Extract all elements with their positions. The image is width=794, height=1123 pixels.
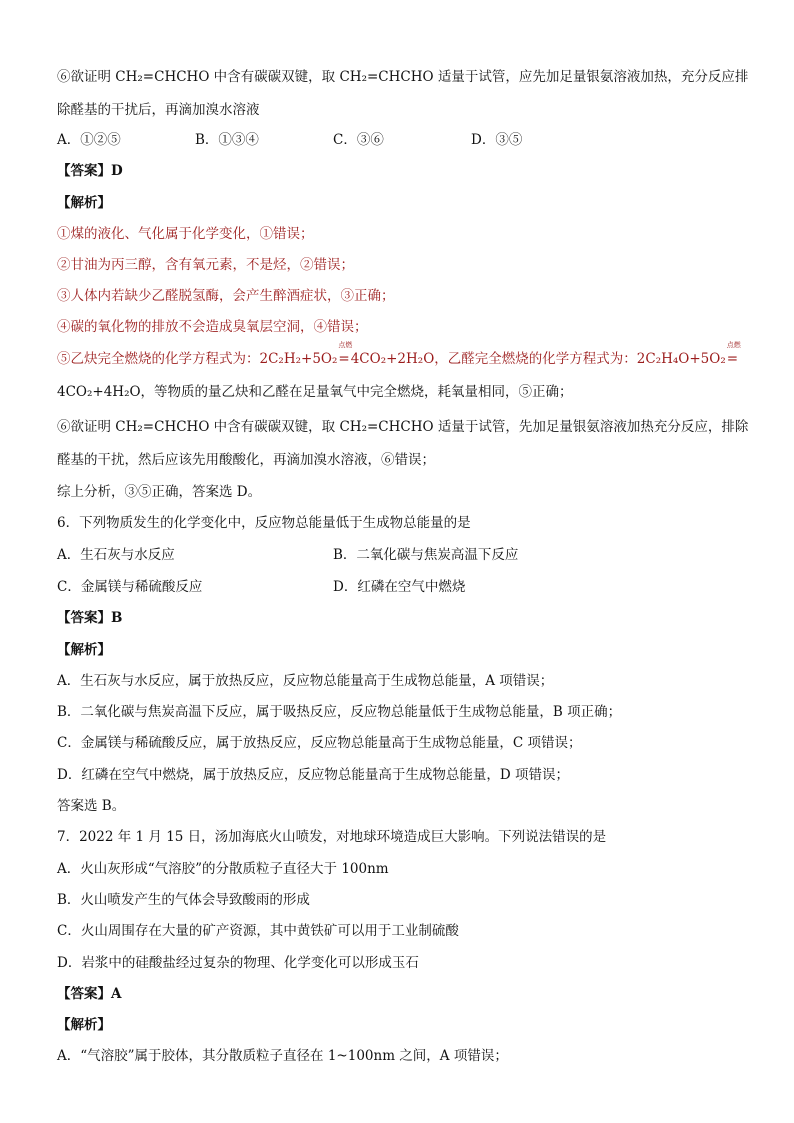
text-line-jx5: 【解析】 (57, 195, 111, 211)
text-line-r5b: 4CO₂+4H₂O，等物质的量乙炔和乙醛在足量氧气中完全燃烧，耗氧量相同，⑤正确； (57, 384, 573, 400)
text-line-l2: 除醛基的干扰后，再滴加溴水溶液 (57, 102, 260, 118)
reaction-condition: 点燃 = (338, 341, 353, 367)
q5-option: D．③⑤ (471, 132, 523, 148)
text-line-ans7: 【答案】A (57, 986, 122, 1002)
text-line-jx7: 【解析】 (57, 1017, 111, 1033)
text-line-r2: ②甘油为丙三醇，含有氧元素，不是烃，②错误； (57, 257, 354, 273)
text-line-r6b: 醛基的干扰，然后应该先用酸酸化，再滴加溴水溶液，⑥错误； (57, 452, 435, 468)
text-line-sum6: 答案选 B。 (57, 798, 126, 814)
text-line-q7b: B．火山喷发产生的气体会导致酸雨的形成 (57, 892, 310, 908)
q5-option: A．①②⑤ (57, 132, 121, 148)
text-line-q7: 7．2022 年 1 月 15 日，汤加海底火山喷发，对地球环境造成巨大影响。下列说法错误的是 (57, 829, 607, 845)
text-line-e6c: C．金属镁与稀硫酸反应，属于放热反应，反应物总能量高于生成物总能量，C 项错误； (57, 735, 582, 751)
q6-option: C．金属镁与稀硫酸反应 (57, 579, 203, 595)
q6-option: A．生石灰与水反应 (57, 547, 175, 563)
q6-option: D．红磷在空气中燃烧 (333, 579, 466, 595)
text-line-r4: ④碳的氧化物的排放不会造成臭氧层空洞，④错误； (57, 319, 368, 335)
text-line-q7d: D．岩浆中的硅酸盐经过复杂的物理、化学变化可以形成玉石 (57, 955, 419, 971)
text-line-q7a: A．火山灰形成“气溶胶”的分散质粒子直径大于 100nm (57, 861, 389, 877)
text-line-q7c: C．火山周围存在大量的矿产资源，其中黄铁矿可以用于工业制硫酸 (57, 923, 459, 939)
text-line-ans5: 【答案】D (57, 163, 123, 179)
text-line-ans6: 【答案】B (57, 610, 123, 626)
text-line-r6: ⑥欲证明 CH₂=CHCHO 中含有碳碳双键，取 CH₂=CHCHO 适量于试管，先加足量银氨溶液加热充分反应，排除 (57, 419, 749, 435)
text-line-r1: ①煤的液化、气化属于化学变化，①错误； (57, 226, 314, 242)
text-line-r3: ③人体内若缺少乙醛脱氢酶，会产生醉酒症状，③正确； (57, 288, 395, 304)
text-line-jx6: 【解析】 (57, 642, 111, 658)
text-line-e7a: A．“气溶胶”属于胶体，其分散质粒子直径在 1~100nm 之间，A 项错误； (57, 1048, 508, 1064)
text-line-q6: 6．下列物质发生的化学变化中，反应物总能量低于生成物总能量的是 (57, 515, 471, 531)
text-line-e6d: D．红磷在空气中燃烧，属于放热反应，反应物总能量高于生成物总能量，D 项错误； (57, 767, 569, 783)
reaction-condition: 点燃 = (726, 341, 741, 367)
q6-option: B．二氧化碳与焦炭高温下反应 (333, 547, 519, 563)
q5-option: C．③⑥ (333, 132, 384, 148)
text-line-sum5: 综上分析，③⑤正确，答案选 D。 (57, 484, 262, 500)
q5-option: B．①③④ (195, 132, 259, 148)
text-line-e6a: A．生石灰与水反应，属于放热反应，反应物总能量高于生成物总能量，A 项错误； (57, 673, 554, 689)
text-line-r5: ⑤乙炔完全燃烧的化学方程式为：2C₂H₂+5O₂ 点燃 =4CO₂+2H₂O，乙醛完全燃烧的化学方程式为：2C₂H₄O+5O₂ 点燃 = (57, 341, 741, 367)
condition-label: 点燃 (338, 341, 353, 349)
condition-label: 点燃 (726, 341, 741, 349)
text-line-l1: ⑥欲证明 CH₂=CHCHO 中含有碳碳双键，取 CH₂=CHCHO 适量于试管，应先加足量银氨溶液加热，充分反应排 (57, 69, 749, 85)
text-line-e6b: B．二氧化碳与焦炭高温下反应，属于吸热反应，反应物总能量低于生成物总能量，B 项正确； (57, 704, 622, 720)
